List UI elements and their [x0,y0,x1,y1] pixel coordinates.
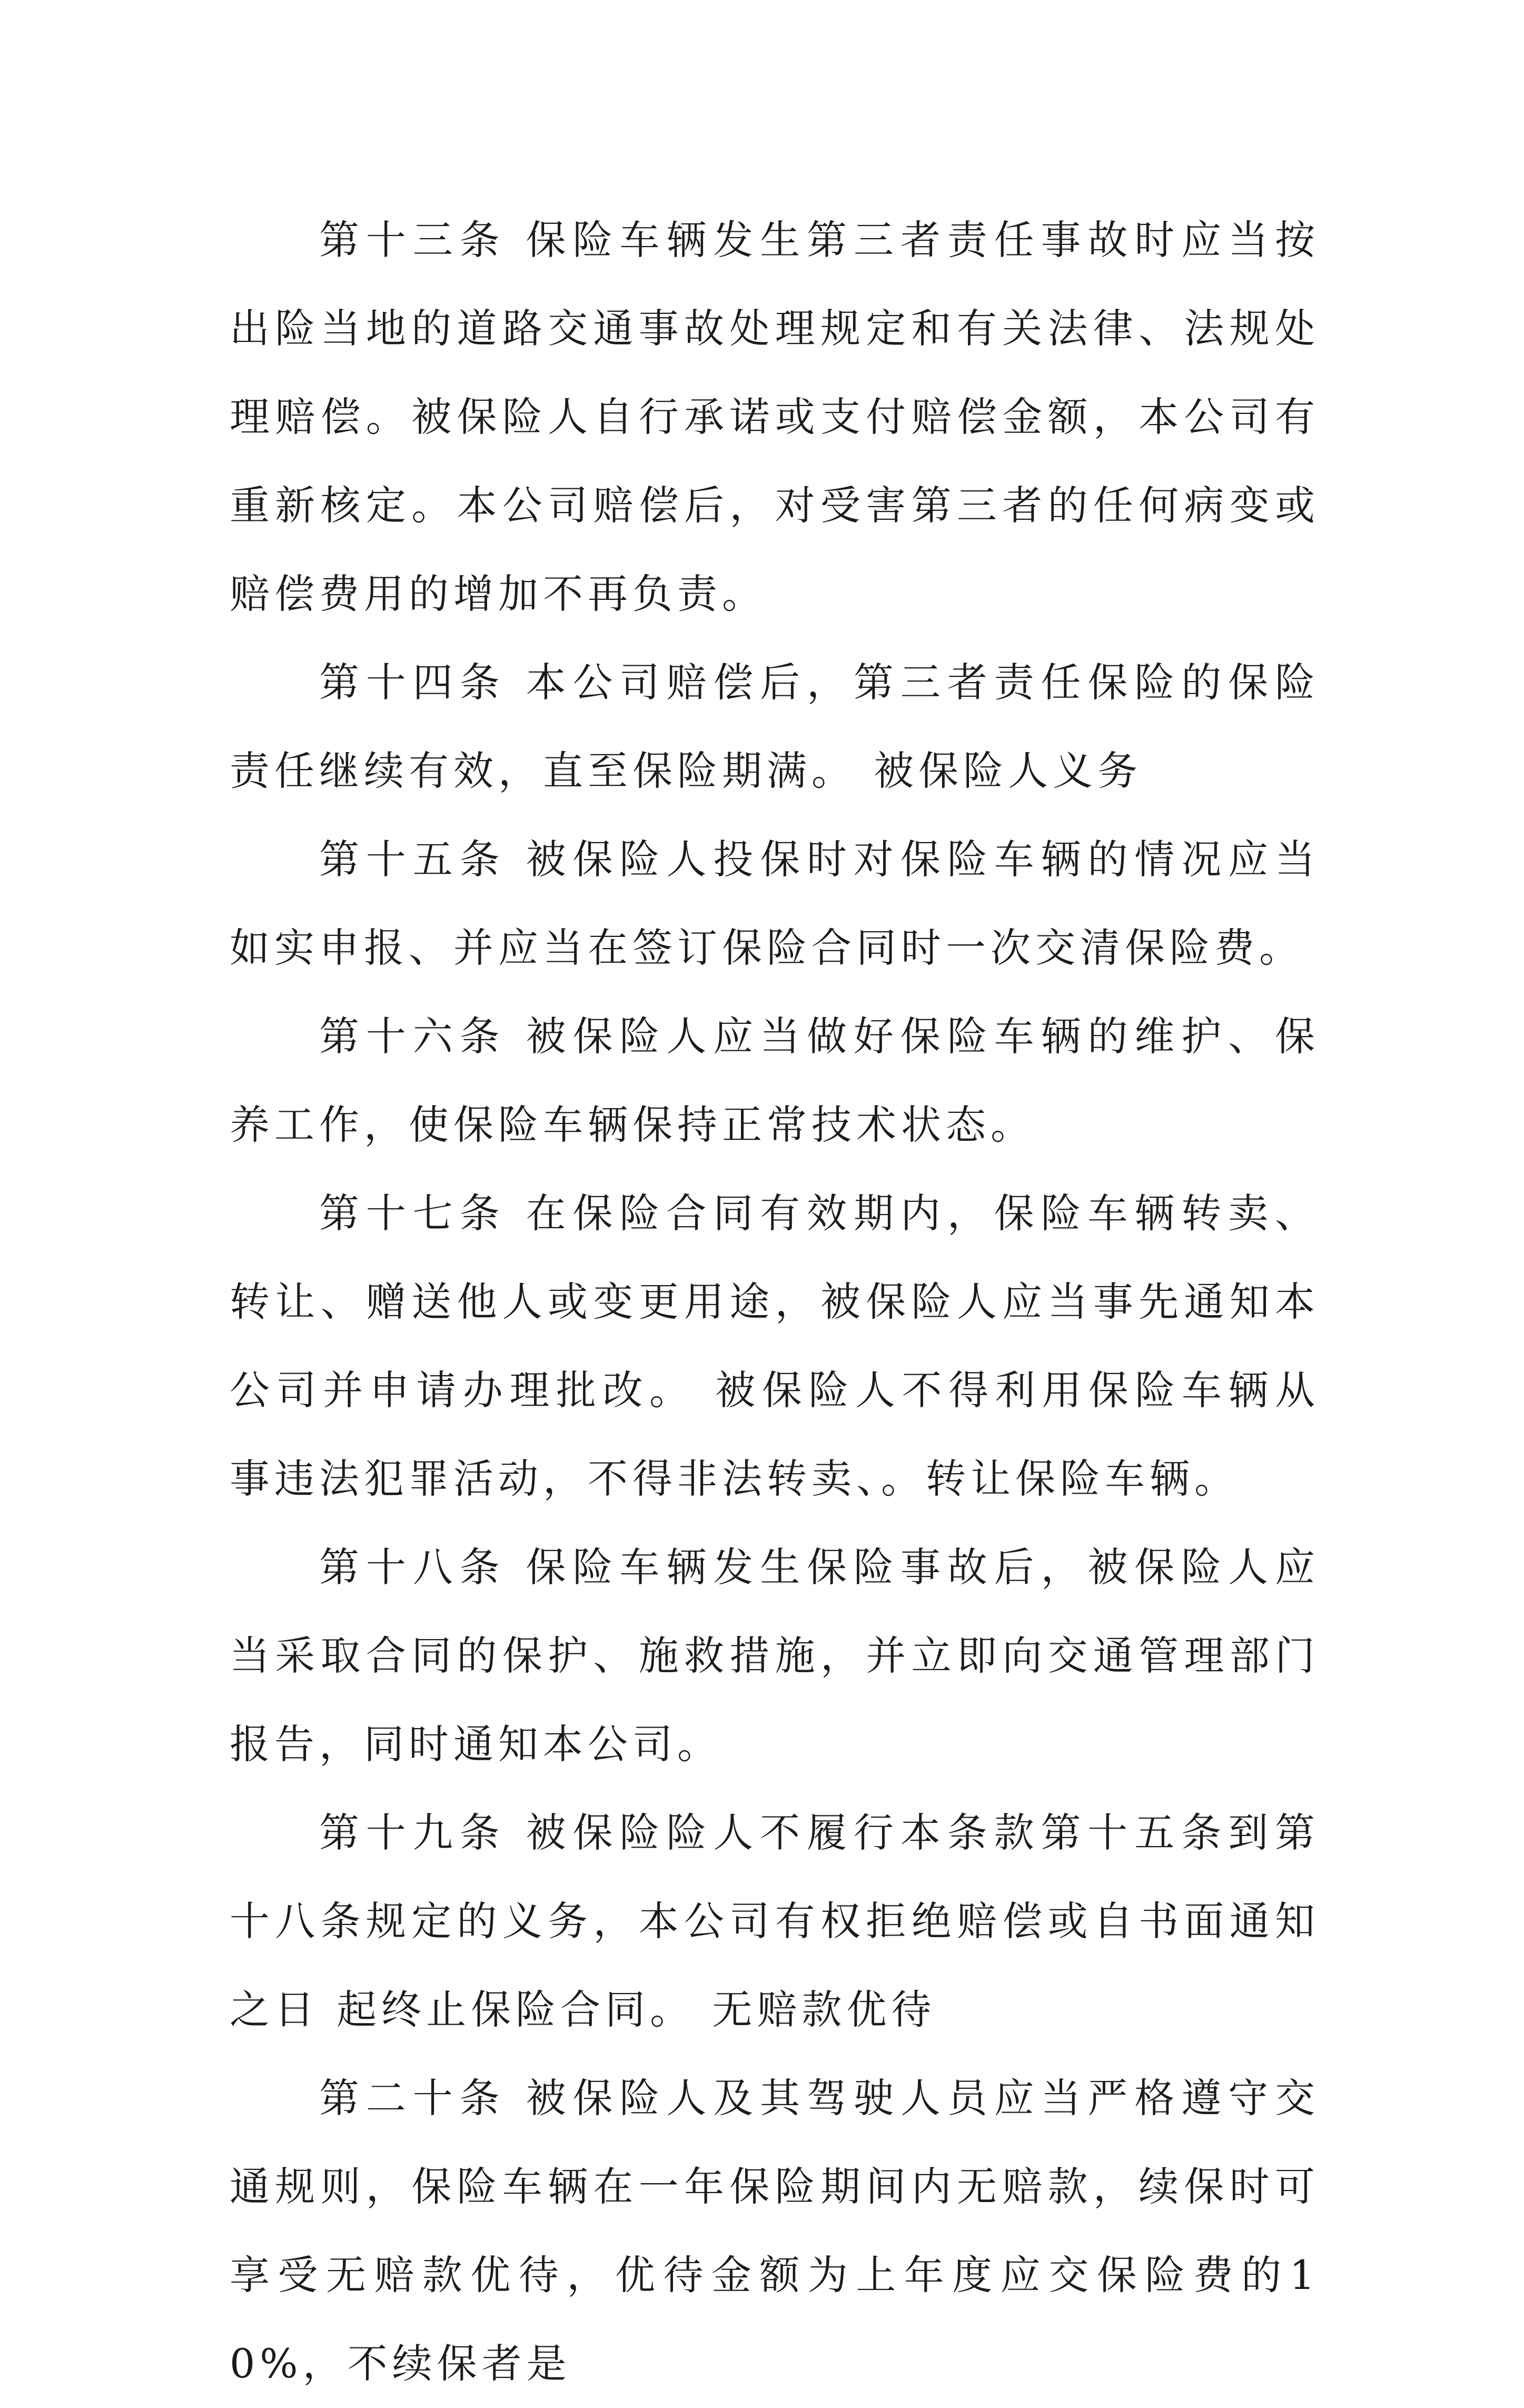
paragraph-article-17: 第十七条 在保险合同有效期内，保险车辆转卖、转让、赠送他人或变更用途，被保险人应当事先通知本公司并申请办理批改。 被保险人不得利用保险车辆从事违法犯罪活动，不得非法转卖、。转让保险车辆。 [230,1190,1320,1502]
paragraph-article-16: 第十六条 被保险人应当做好保险车辆的维护、保养工作，使保险车辆保持正常技术状态。 [230,1013,1320,1148]
paragraph-article-15: 第十五条 被保险人投保时对保险车辆的情况应当如实申报、并应当在签订保险合同时一次交清保险费。 [230,836,1320,971]
paragraph-article-20: 第二十条 被保险人及其驾驶人员应当严格遵守交通规则，保险车辆在一年保险期间内无赔款，续保时可享受无赔款优待，优待金额为上年度应交保险费的10%，不续保者是 [230,2075,1320,2387]
paragraph-article-19: 第十九条 被保险险人不履行本条款第十五条到第十八条规定的义务，本公司有权拒绝赔偿或自书面通知之日 起终止保险合同。 无赔款优待 [230,1809,1320,2033]
paragraph-article-14: 第十四条 本公司赔偿后，第三者责任保险的保险责任继续有效，直至保险期满。 被保险人义务 [230,659,1320,794]
paragraph-article-18: 第十八条 保险车辆发生保险事故后，被保险人应当采取合同的保护、施救措施，并立即向交通管理部门报告，同时通知本公司。 [230,1544,1320,1768]
document-body [230,196,1320,2408]
paragraph-article-13: 第十三条 保险车辆发生第三者责任事故时应当按出险当地的道路交通事故处理规定和有关法律、法规处理赔偿。被保险人自行承诺或支付赔偿金额，本公司有重新核定。本公司赔偿后，对受害第三者的任何病变或赔偿费用的增加不再负责。 [230,216,1320,617]
